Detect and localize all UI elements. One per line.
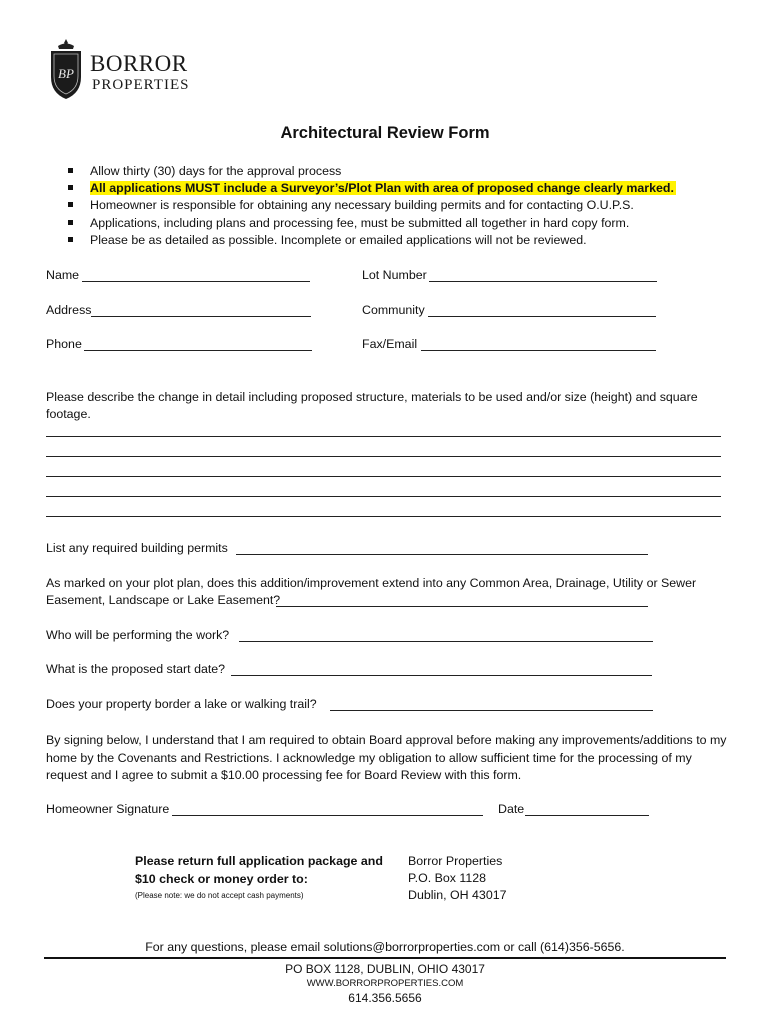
homeowner-signature-label: Homeowner Signature — [46, 802, 170, 816]
footer-website: WWW.BORRORPROPERTIES.COM — [306, 978, 464, 989]
contact-line: For any questions, please email solutions@borrorproperties.com or call (614)356-5656. — [145, 940, 625, 954]
mailing-address-line2: P.O. Box 1128 — [408, 871, 487, 885]
instruction-item-highlighted: All applications MUST include a Surveyor’s/Plot Plan with area of proposed change clearly marked. — [68, 180, 676, 196]
return-instructions-line1: Please return full application package and — [135, 854, 383, 868]
address-field[interactable] — [91, 316, 311, 317]
logo-text-properties: PROPERTIES — [92, 77, 190, 93]
date-label: Date — [498, 802, 525, 816]
logo-monogram: BP — [58, 66, 74, 81]
instruction-item: Homeowner is responsible for obtaining any necessary building permits and for contacting O.U.P.S. — [68, 197, 634, 213]
bullet-square-icon — [68, 185, 73, 190]
easement-field[interactable] — [276, 606, 648, 607]
easement-question: As marked on your plot plan, does this addition/improvement extend into any Common Area, Drainage, Utility or Sewer — [46, 576, 697, 590]
easement-question-continued: Easement, Landscape or Lake Easement? — [46, 593, 281, 607]
description-line[interactable] — [46, 476, 721, 477]
community-field[interactable] — [428, 316, 656, 317]
name-field[interactable] — [82, 281, 310, 282]
bullet-square-icon — [68, 168, 73, 173]
bullet-square-icon — [68, 220, 73, 225]
return-instructions-line2: $10 check or money order to: — [135, 872, 308, 886]
border-question: Does your property border a lake or walking trail? — [46, 697, 317, 711]
borror-logo-crest-icon — [46, 37, 86, 108]
name-label: Name — [46, 268, 80, 282]
phone-label: Phone — [46, 337, 82, 351]
description-prompt: Please describe the change in detail including proposed structure, materials to be used and/or size (height) and square footage. — [46, 390, 698, 421]
fax-email-field[interactable] — [421, 350, 656, 351]
mailing-address-line3: Dublin, OH 43017 — [408, 888, 507, 902]
fax-email-label: Fax/Email — [362, 337, 418, 351]
bullet-square-icon — [68, 237, 73, 242]
mailing-address-line1: Borror Properties — [408, 854, 503, 868]
instruction-item: Please be as detailed as possible. Incomplete or emailed applications will not be reviewed. — [68, 232, 587, 248]
description-line[interactable] — [46, 496, 721, 497]
footer-phone: 614.356.5656 — [348, 991, 422, 1005]
who-field[interactable] — [239, 641, 653, 642]
description-line[interactable] — [46, 516, 721, 517]
start-date-field[interactable] — [231, 675, 652, 676]
lot-number-label: Lot Number — [362, 268, 427, 282]
who-question: Who will be performing the work? — [46, 628, 230, 642]
logo-text-borror: BORROR — [90, 51, 188, 76]
cash-note: (Please note: we do not accept cash payments) — [135, 891, 304, 900]
address-label: Address — [46, 303, 92, 317]
date-field[interactable] — [525, 815, 649, 816]
phone-field[interactable] — [84, 350, 312, 351]
description-line[interactable] — [46, 436, 721, 437]
border-field[interactable] — [330, 710, 653, 711]
footer-address: PO BOX 1128, DUBLIN, OHIO 43017 — [285, 962, 485, 976]
return-instructions — [135, 853, 383, 900]
mailing-address — [408, 853, 507, 903]
lot-number-field[interactable] — [429, 281, 657, 282]
signing-statement: By signing below, I understand that I am required to obtain Board approval before making any improvements/additions to my home by the Covenants and Restrictions. I acknowledge my obligation to allow sufficient time for the processing of my request and I agree to submit a $10.00 processing fee for Board Review with this form. — [46, 733, 727, 782]
footer-divider — [44, 957, 726, 959]
instruction-item: Allow thirty (30) days for the approval process — [68, 163, 341, 179]
instruction-item: Applications, including plans and processing fee, must be submitted all together in hard copy form. — [68, 215, 629, 231]
bullet-square-icon — [68, 202, 73, 207]
description-line[interactable] — [46, 456, 721, 457]
homeowner-signature-field[interactable] — [172, 815, 483, 816]
permits-field[interactable] — [236, 554, 648, 555]
community-label: Community — [362, 303, 425, 317]
permits-question: List any required building permits — [46, 541, 228, 555]
start-date-question: What is the proposed start date? — [46, 662, 226, 676]
form-title: Architectural Review Form — [280, 124, 490, 142]
